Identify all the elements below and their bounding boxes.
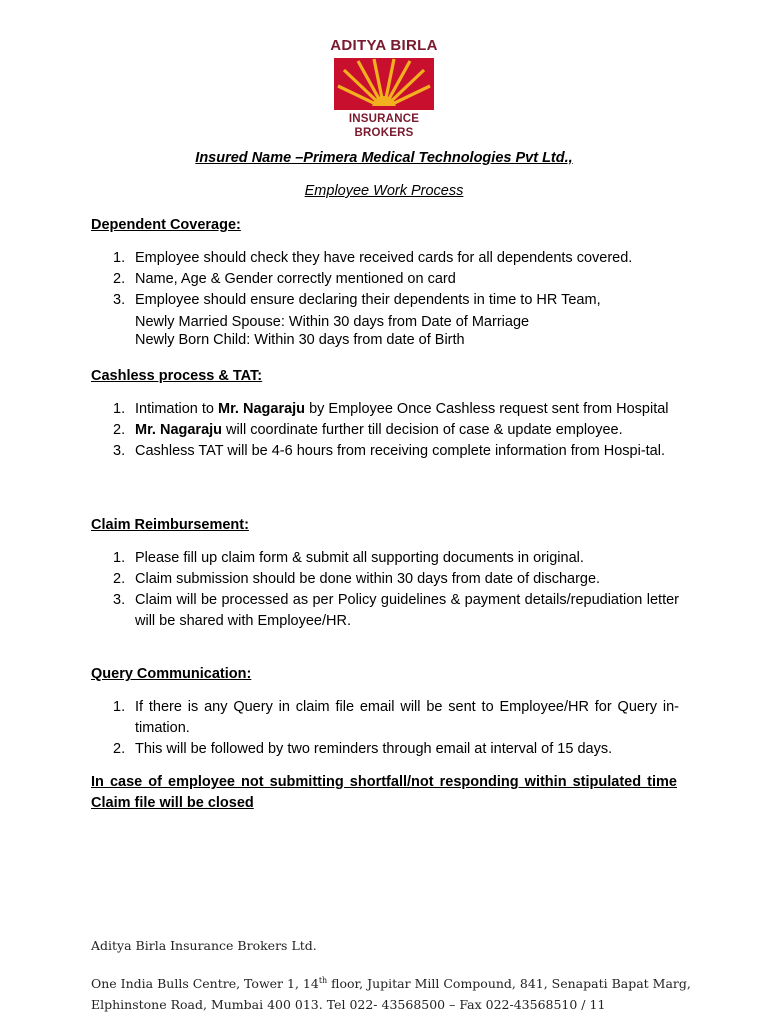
list-item-text: Claim will be processed as per Policy guidelines & payment details/repudiation letter will be shared with Employee/HR. (135, 592, 679, 629)
child-deadline-text: Newly Born Child: Within 30 days from date of Birth (135, 332, 465, 348)
list-item-text: This will be followed by two reminders through email at interval of 15 days. (135, 741, 613, 757)
list-number: 1. (113, 699, 126, 715)
list-item-text: by Employee Once Cashless request sent from Hospital (305, 401, 669, 417)
insured-name-title: Insured Name –Primera Medical Technologies Pvt Ltd., (195, 150, 573, 166)
cashless-list (91, 399, 679, 462)
list-item-text: Please fill up claim form & submit all supporting documents in original. (135, 550, 584, 566)
list-item-text: Intimation to (135, 401, 219, 417)
list-item-text: Employee should ensure declaring their dependents in time to HR Team, (135, 292, 601, 308)
list-item-text: Name, Age & Gender correctly mentioned on card (135, 271, 456, 287)
list-number: 1. (113, 550, 126, 566)
list-number: 1. (113, 250, 126, 266)
list-item (91, 739, 679, 760)
list-item-text: If there is any Query in claim file email will be sent to Employee/HR for Query in-timation. (135, 699, 679, 736)
closure-warning: In case of employee not submitting shortfall/not responding within stipulated time Claim file will be closed (91, 774, 677, 811)
dependent-coverage-list (91, 248, 679, 349)
list-item (91, 548, 679, 569)
claim-reimbursement-heading: Claim Reimbursement: (91, 517, 249, 533)
list-number: 3. (113, 592, 126, 608)
list-item (91, 441, 679, 462)
list-item (91, 569, 679, 590)
query-communication-list (91, 697, 679, 760)
list-number: 2. (113, 271, 126, 287)
list-item (91, 697, 679, 739)
address-text: One India Bulls Centre, Tower 1, 14 (91, 976, 319, 992)
company-logo (318, 38, 450, 140)
list-item (91, 399, 679, 420)
list-item (91, 269, 679, 290)
list-item-text: Employee should check they have received cards for all dependents covered. (135, 250, 633, 266)
spouse-deadline-text: Newly Married Spouse: Within 30 days from Date of Marriage (135, 314, 530, 330)
list-item-text: Claim submission should be done within 30 days from date of discharge. (135, 571, 601, 587)
sun-logo-icon (334, 58, 434, 110)
address-contact-text: Elphinstone Road, Mumbai 400 013. Tel 022- 43568500 – Fax 022-43568510 / 11 (91, 997, 606, 1013)
list-number: 1. (113, 401, 126, 417)
footer-company-name: Aditya Birla Insurance Brokers Ltd. (91, 938, 317, 953)
list-item (91, 290, 679, 349)
contact-name: Mr. Nagaraju (135, 422, 223, 438)
address-superscript: th (318, 976, 328, 985)
document-subtitle: Employee Work Process (304, 183, 464, 199)
list-number: 3. (113, 443, 126, 459)
contact-name: Mr. Nagaraju (218, 401, 306, 417)
list-number: 2. (113, 422, 126, 438)
list-number: 2. (113, 571, 126, 587)
logo-bottom-text: INSURANCE BROKERS (348, 113, 420, 139)
logo-top-text: ADITYA BIRLA (330, 37, 438, 54)
list-item (91, 248, 679, 269)
list-number: 2. (113, 741, 126, 757)
list-item (91, 420, 679, 441)
dependent-coverage-heading: Dependent Coverage: (91, 217, 241, 233)
footer-address (91, 970, 691, 1015)
list-number: 3. (113, 292, 126, 308)
list-item (91, 590, 679, 632)
query-communication-heading: Query Communication: (91, 666, 252, 682)
list-item-text: will coordinate further till decision of case & update employee. (222, 422, 623, 438)
cashless-heading: Cashless process & TAT: (91, 368, 263, 384)
list-item-text: Cashless TAT will be 4-6 hours from receiving complete information from Hospi-tal. (135, 443, 665, 459)
claim-reimbursement-list (91, 548, 679, 632)
address-text: floor, Jupitar Mill Compound, 841, Senapati Bapat Marg, (327, 976, 691, 992)
